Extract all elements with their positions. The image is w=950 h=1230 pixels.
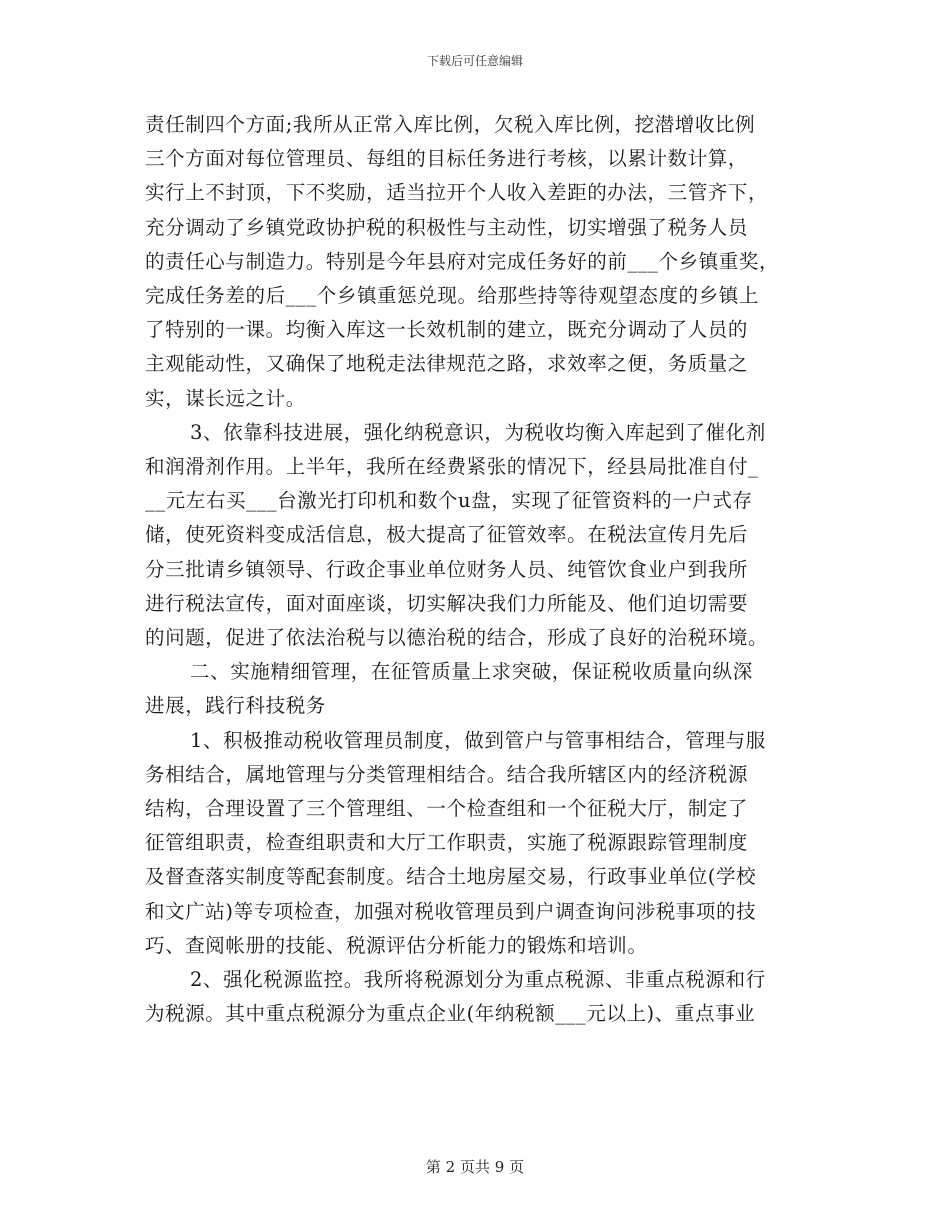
page-header: 下载后可任意编辑 xyxy=(426,54,523,68)
document-body xyxy=(145,108,815,1031)
text-line: 责任制四个方面;我所从正常入库比例，欠税入库比例，挖潜增收比例 xyxy=(145,113,756,136)
text-line: 了特别的一课。均衡入库这一长效机制的建立，既充分调动了人员的 xyxy=(145,318,749,342)
text-line: 实，谋长远之计。 xyxy=(145,386,306,410)
text-line: 进行税法宣传，面对面座谈，切实解决我们力所能及、他们迫切需要 xyxy=(145,591,749,615)
text-line: 和润滑剂作用。上半年，我所在经费紧张的情况下，经县局批准自付_ xyxy=(145,455,759,479)
text-line: 巧、查阅帐册的技能、税源评估分析能力的锻炼和培训。 xyxy=(145,933,648,957)
paragraph-start-line: 3、依靠科技进展，强化纳税意识，为税收均衡入库起到了催化剂 xyxy=(190,420,766,444)
text-line: 分三批请乡镇领导、行政企事业单位财务人员、纯管饮食业户到我所 xyxy=(145,557,749,581)
text-line: 进展，践行科技税务 xyxy=(145,694,326,718)
text-line: 实行上不封顶，下不奖励，适当拉开个人收入差距的办法，三管齐下， xyxy=(145,181,769,205)
paragraph-start-line: 1、积极推动税收管理员制度，做到管户与管事相结合，管理与服 xyxy=(190,728,766,752)
text-line: 完成任务差的后___个乡镇重惩兑现。给那些持等待观望态度的乡镇上 xyxy=(145,284,759,308)
text-line: 储，使死资料变成活信息，极大提高了征管效率。在税法宣传月先后 xyxy=(145,523,749,547)
text-line: 结构，合理设置了三个管理组、一个检查组和一个征税大厅，制定了 xyxy=(145,797,749,821)
page-footer: 第 2 页共 9 页 xyxy=(425,1158,525,1176)
text-line: 为税源。其中重点税源分为重点企业(年纳税额___元以上)、重点事业 xyxy=(145,1002,756,1026)
text-line: 主观能动性，又确保了地税走法律规范之路，求效率之便，务质量之 xyxy=(145,352,749,376)
text-line: 充分调动了乡镇党政协护税的积极性与主动性，切实增强了税务人员 xyxy=(145,215,749,239)
text-line: 的责任心与制造力。特别是今年县府对完成任务好的前___个乡镇重奖， xyxy=(145,249,780,273)
text-line: 和文广站)等专项检查，加强对税收管理员到户调查询问涉税事项的技 xyxy=(145,899,757,923)
text-line: 三个方面对每位管理员、每组的目标任务进行考核，以累计数计算， xyxy=(145,147,749,171)
text-line: 征管组职责，检查组职责和大厅工作职责，实施了税源跟踪管理制度 xyxy=(145,831,749,855)
text-line: 的问题，促进了依法治税与以德治税的结合，形成了良好的治税环境。 xyxy=(145,626,769,650)
paragraph-start-line: 2、强化税源监控。我所将税源划分为重点税源、非重点税源和行 xyxy=(190,968,766,992)
paragraph-start-line: 二、实施精细管理，在征管质量上求突破，保证税收质量向纵深 xyxy=(190,660,753,684)
text-line: 务相结合，属地管理与分类管理相结合。结合我所辖区内的经济税源 xyxy=(145,762,749,786)
text-line: __元左右买___台激光打印机和数个u盘，实现了征管资料的一户式存 xyxy=(145,489,753,513)
text-line: 及督查落实制度等配套制度。结合土地房屋交易，行政事业单位(学校 xyxy=(145,865,757,889)
